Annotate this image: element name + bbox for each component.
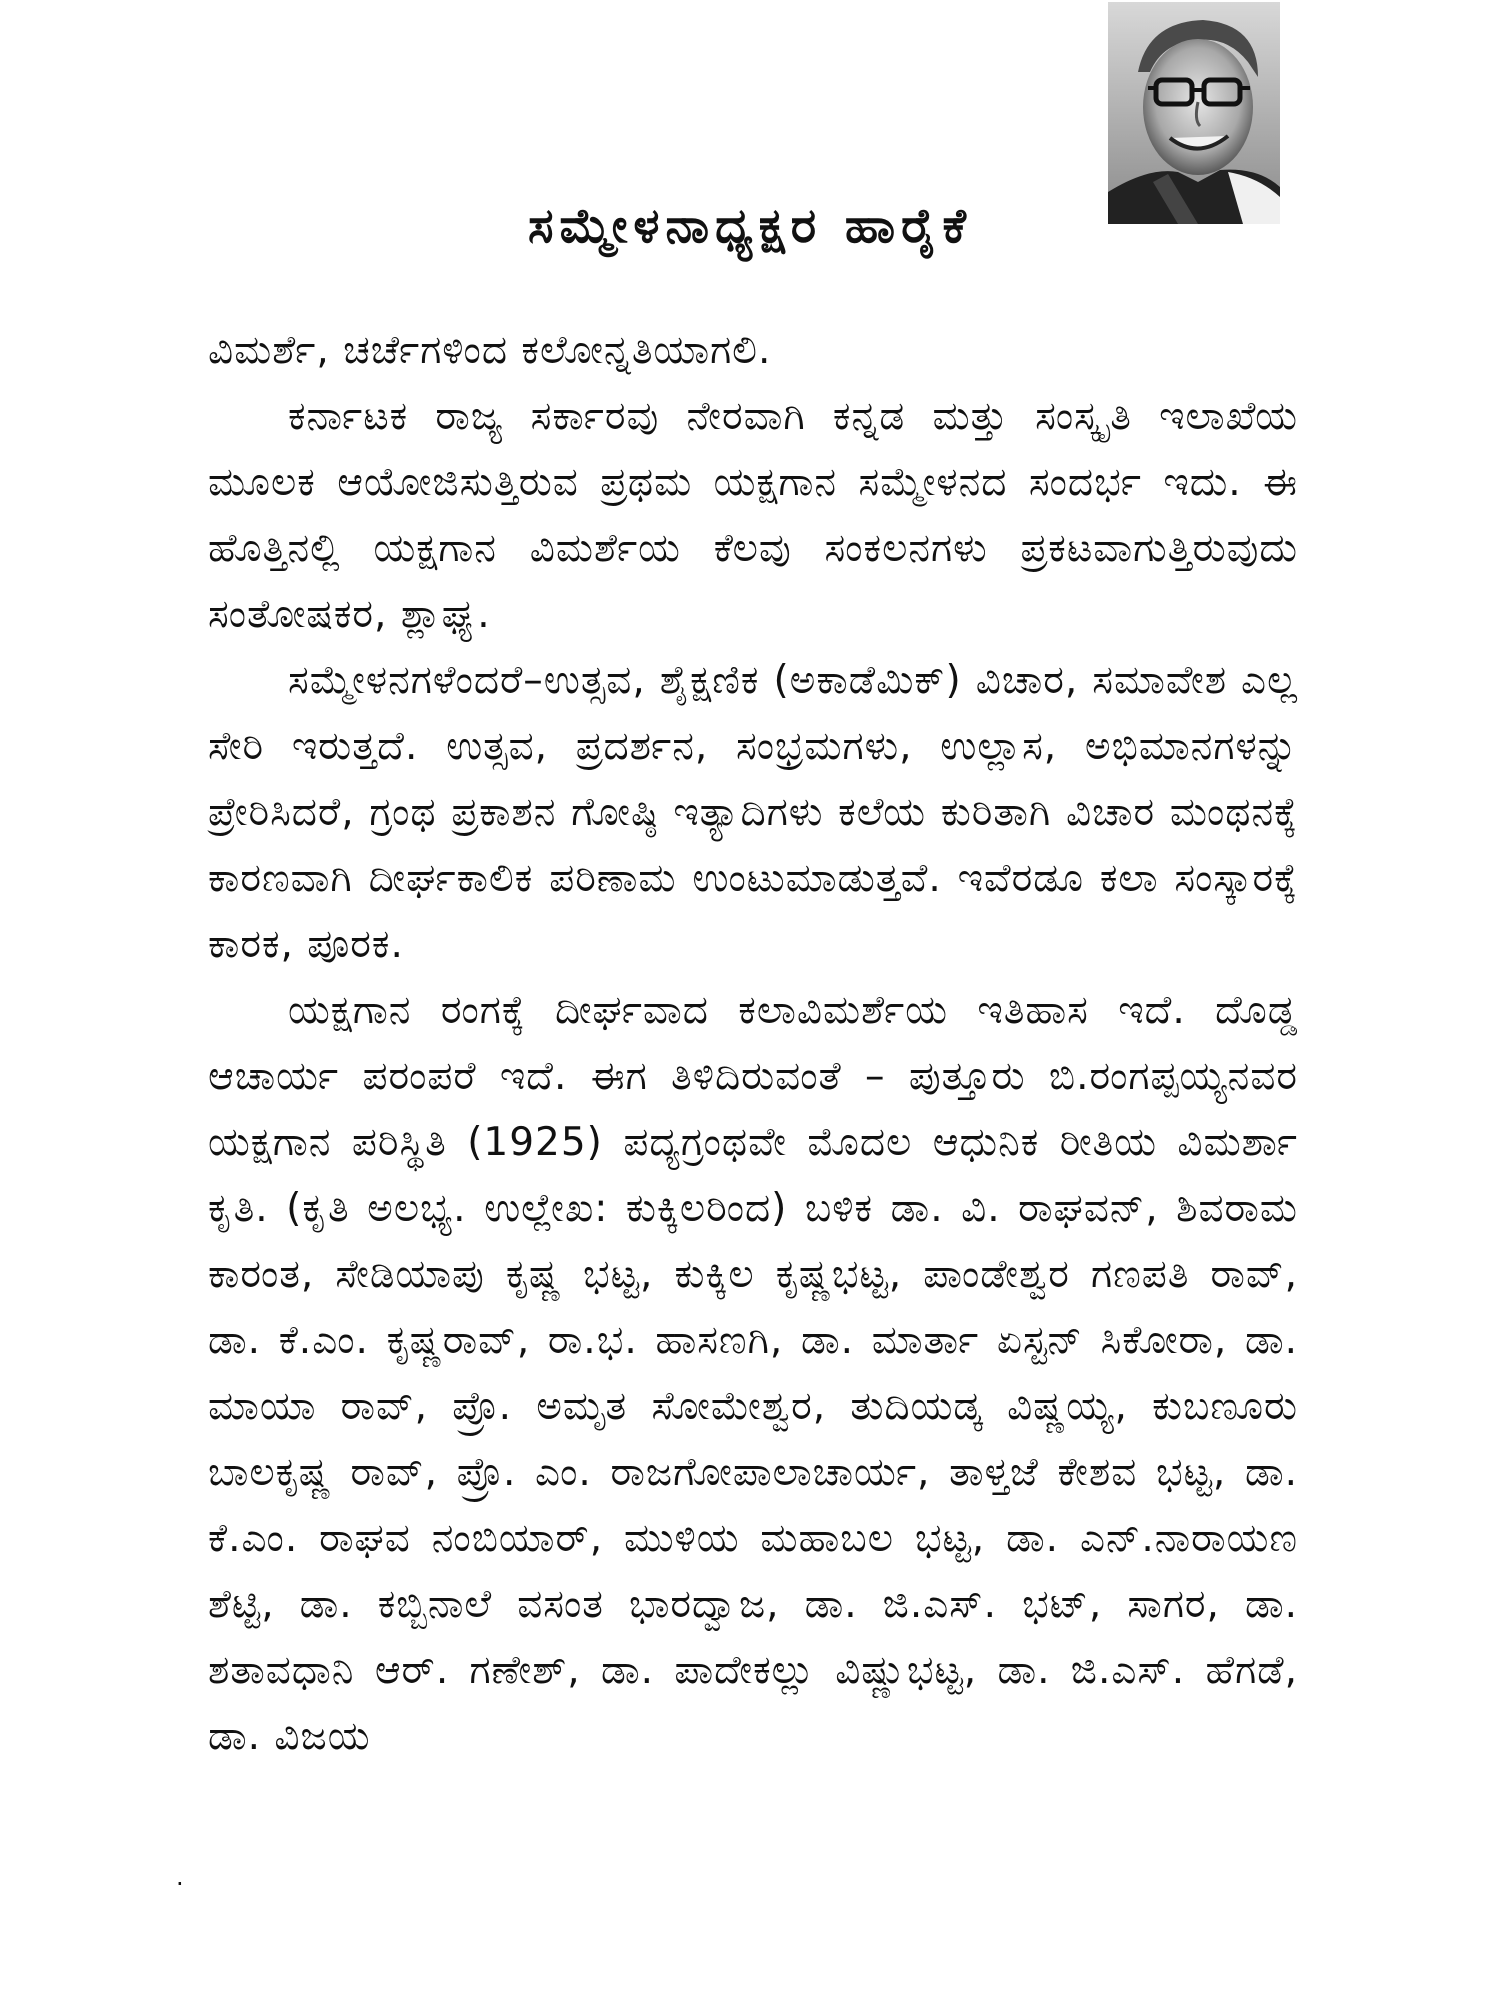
- paragraph: ಕರ್ನಾಟಕ ರಾಜ್ಯ ಸರ್ಕಾರವು ನೇರವಾಗಿ ಕನ್ನಡ ಮತ್ತು ಸಂಸ್ಕೃತಿ ಇಲಾಖೆಯ ಮೂಲಕ ಆಯೋಜಿಸುತ್ತಿರುವ ಪ್ರಥಮ ಯಕ್ಷಗಾನ ಸಮ್ಮೇಳನದ ಸಂದರ್ಭ ಇದು. ಈ ಹೊತ್ತಿನಲ್ಲಿ ಯಕ್ಷಗಾನ ವಿಮರ್ಶೆಯ ಕೆಲವು ಸಂಕಲನಗಳು ಪ್ರಕಟವಾಗುತ್ತಿರುವುದು ಸಂತೋಷಕರ, ಶ್ಲಾಘ್ಯ.: [208, 394, 1298, 637]
- footer-mark: .: [176, 1863, 184, 1891]
- paragraph: ಯಕ್ಷಗಾನ ರಂಗಕ್ಕೆ ದೀರ್ಘವಾದ ಕಲಾವಿಮರ್ಶೆಯ ಇತಿಹಾಸ ಇದೆ. ದೊಡ್ಡ ಆಚಾರ್ಯ ಪರಂಪರೆ ಇದೆ. ಈಗ ತಿಳಿದಿರುವಂತೆ – ಪುತ್ತೂರು ಬಿ.ರಂಗಪ್ಪಯ್ಯನವರ ಯಕ್ಷಗಾನ ಪರಿಸ್ಥಿತಿ (1925) ಪದ್ಯಗ್ರಂಥವೇ ಮೊದಲ ಆಧುನಿಕ ರೀತಿಯ ವಿಮರ್ಶಾ ಕೃತಿ. (ಕೃತಿ ಅಲಭ್ಯ. ಉಲ್ಲೇಖ: ಕುಕ್ಕಿಲರಿಂದ) ಬಳಿಕ ಡಾ. ವಿ. ರಾಘವನ್, ಶಿವರಾಮ ಕಾರಂತ, ಸೇಡಿಯಾಪು ಕೃಷ್ಣ ಭಟ್ಟ, ಕುಕ್ಕಿಲ ಕೃಷ್ಣಭಟ್ಟ, ಪಾಂಡೇಶ್ವರ ಗಣಪತಿ ರಾವ್, ಡಾ. ಕೆ.ಎಂ. ಕೃಷ್ಣರಾವ್, ರಾ.ಭ. ಹಾಸಣಗಿ, ಡಾ. ಮಾರ್ತಾ ಏಸ್ಟನ್ ಸಿಕೋರಾ, ಡಾ. ಮಾಯಾ ರಾವ್, ಪ್ರೊ. ಅಮೃತ ಸೋಮೇಶ್ವರ, ತುದಿಯಡ್ಕ ವಿಷ್ಣಯ್ಯ, ಕುಬಣೂರು ಬಾಲಕೃಷ್ಣ ರಾವ್, ಪ್ರೊ. ಎಂ. ರಾಜಗೋಪಾಲಾಚಾರ್ಯ, ತಾಳ್ತಜೆ ಕೇಶವ ಭಟ್ಟ, ಡಾ. ಕೆ.ಎಂ. ರಾಘವ ನಂಬಿಯಾರ್, ಮುಳಿಯ ಮಹಾಬಲ ಭಟ್ಟ, ಡಾ. ಎನ್.ನಾರಾಯಣ ಶೆಟ್ಟಿ, ಡಾ. ಕಬ್ಬಿನಾಲೆ ವಸಂತ ಭಾರದ್ವಾಜ, ಡಾ. ಜಿ.ಎಸ್. ಭಟ್, ಸಾಗರ, ಡಾ. ಶತಾವಧಾನಿ ಆರ್. ಗಣೇಶ್, ಡಾ. ಪಾದೇಕಲ್ಲು ವಿಷ್ಣುಭಟ್ಟ, ಡಾ. ಜಿ.ಎಸ್. ಹೆಗಡೆ, ಡಾ. ವಿಜಯ: [208, 988, 1298, 1759]
- paragraph: ಸಮ್ಮೇಳನಗಳೆಂದರೆ–ಉತ್ಸವ, ಶೈಕ್ಷಣಿಕ (ಅಕಾಡೆಮಿಕ್) ವಿಚಾರ, ಸಮಾವೇಶ ಎಲ್ಲ ಸೇರಿ ಇರುತ್ತದೆ. ಉತ್ಸವ, ಪ್ರದರ್ಶನ, ಸಂಭ್ರಮಗಳು, ಉಲ್ಲಾಸ, ಅಭಿಮಾನಗಳನ್ನು ಪ್ರೇರಿಸಿದರೆ, ಗ್ರಂಥ ಪ್ರಕಾಶನ ಗೋಷ್ಠಿ ಇತ್ಯಾದಿಗಳು ಕಲೆಯ ಕುರಿತಾಗಿ ವಿಚಾರ ಮಂಥನಕ್ಕೆ ಕಾರಣವಾಗಿ ದೀರ್ಘಕಾಲಿಕ ಪರಿಣಾಮ ಉಂಟುಮಾಡುತ್ತವೆ. ಇವೆರಡೂ ಕಲಾ ಸಂಸ್ಕಾರಕ್ಕೆ ಕಾರಕ, ಪೂರಕ.: [208, 658, 1298, 967]
- paragraph-subheading: ವಿಮರ್ಶೆ, ಚರ್ಚೆಗಳಿಂದ ಕಲೋನ್ನತಿಯಾಗಲಿ.: [208, 328, 772, 373]
- author-photo: [1108, 2, 1280, 224]
- page-title: ಸಮ್ಮೇಳನಾಧ್ಯಕ್ಷರ ಹಾರೈಕೆ: [528, 198, 972, 254]
- article-body: [208, 318, 1298, 1770]
